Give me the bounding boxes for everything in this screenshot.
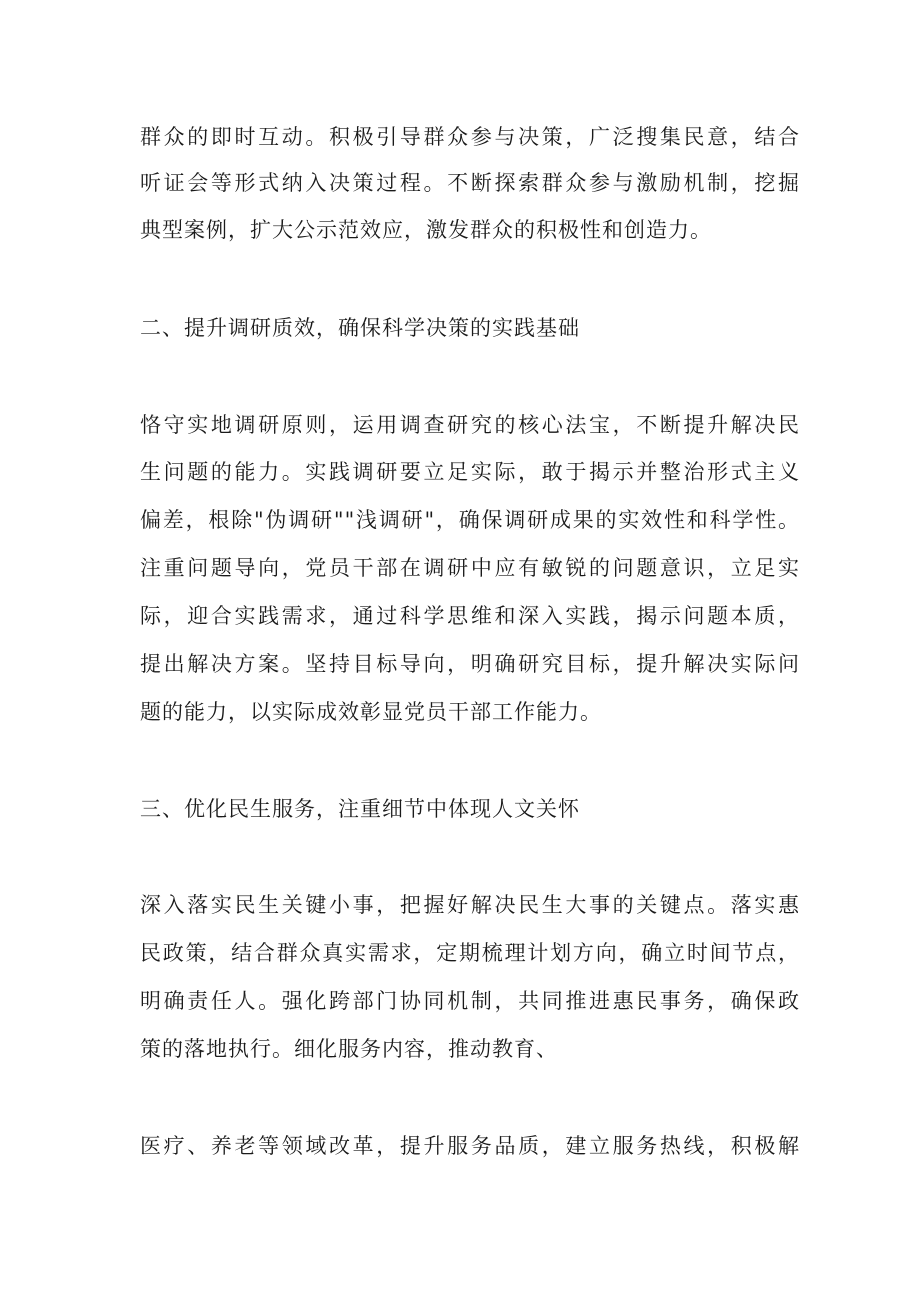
section-heading-3: 三、优化民生服务，注重细节中体现人文关怀	[140, 797, 580, 821]
paragraph-2-line-5: 际，迎合实践需求，通过科学思维和深入实践，揭示问题本质，	[140, 604, 800, 628]
paragraph-3-line-2: 民政策，结合群众真实需求，定期梳理计划方向，确立时间节点，	[140, 941, 800, 965]
paragraph-4-line-1: 医疗、养老等领域改革，提升服务品质，建立服务热线，积极解	[140, 1134, 800, 1158]
paragraph-1-line-1: 群众的即时互动。积极引导群众参与决策，广泛搜集民意，结合	[140, 125, 800, 149]
section-heading-2: 二、提升调研质效，确保科学决策的实践基础	[140, 316, 580, 340]
paragraph-2-line-6: 提出解决方案。坚持目标导向，明确研究目标，提升解决实际问	[140, 652, 800, 676]
paragraph-3-line-1: 深入落实民生关键小事，把握好解决民生大事的关键点。落实惠	[140, 893, 800, 917]
paragraph-2-line-1: 恪守实地调研原则，运用调查研究的核心法宝，不断提升解决民	[140, 413, 800, 437]
paragraph-2-line-4: 注重问题导向，党员干部在调研中应有敏锐的问题意识，立足实	[140, 556, 800, 580]
paragraph-2-line-3: 偏差，根除"伪调研""浅调研"，确保调研成果的实效性和科学性。	[140, 508, 800, 532]
paragraph-1-line-2: 听证会等形式纳入决策过程。不断探索群众参与激励机制，挖掘	[140, 171, 800, 195]
paragraph-1-line-3: 典型案例，扩大公示范效应，激发群众的积极性和创造力。	[140, 218, 712, 242]
paragraph-3-line-3: 明确责任人。强化跨部门协同机制，共同推进惠民事务，确保政	[140, 989, 800, 1013]
paragraph-2-line-2: 生问题的能力。实践调研要立足实际，敢于揭示并整治形式主义	[140, 460, 800, 484]
paragraph-3-line-4: 策的落地执行。细化服务内容，推动教育、	[140, 1037, 558, 1061]
paragraph-2-line-7: 题的能力，以实际成效彰显党员干部工作能力。	[140, 700, 602, 724]
